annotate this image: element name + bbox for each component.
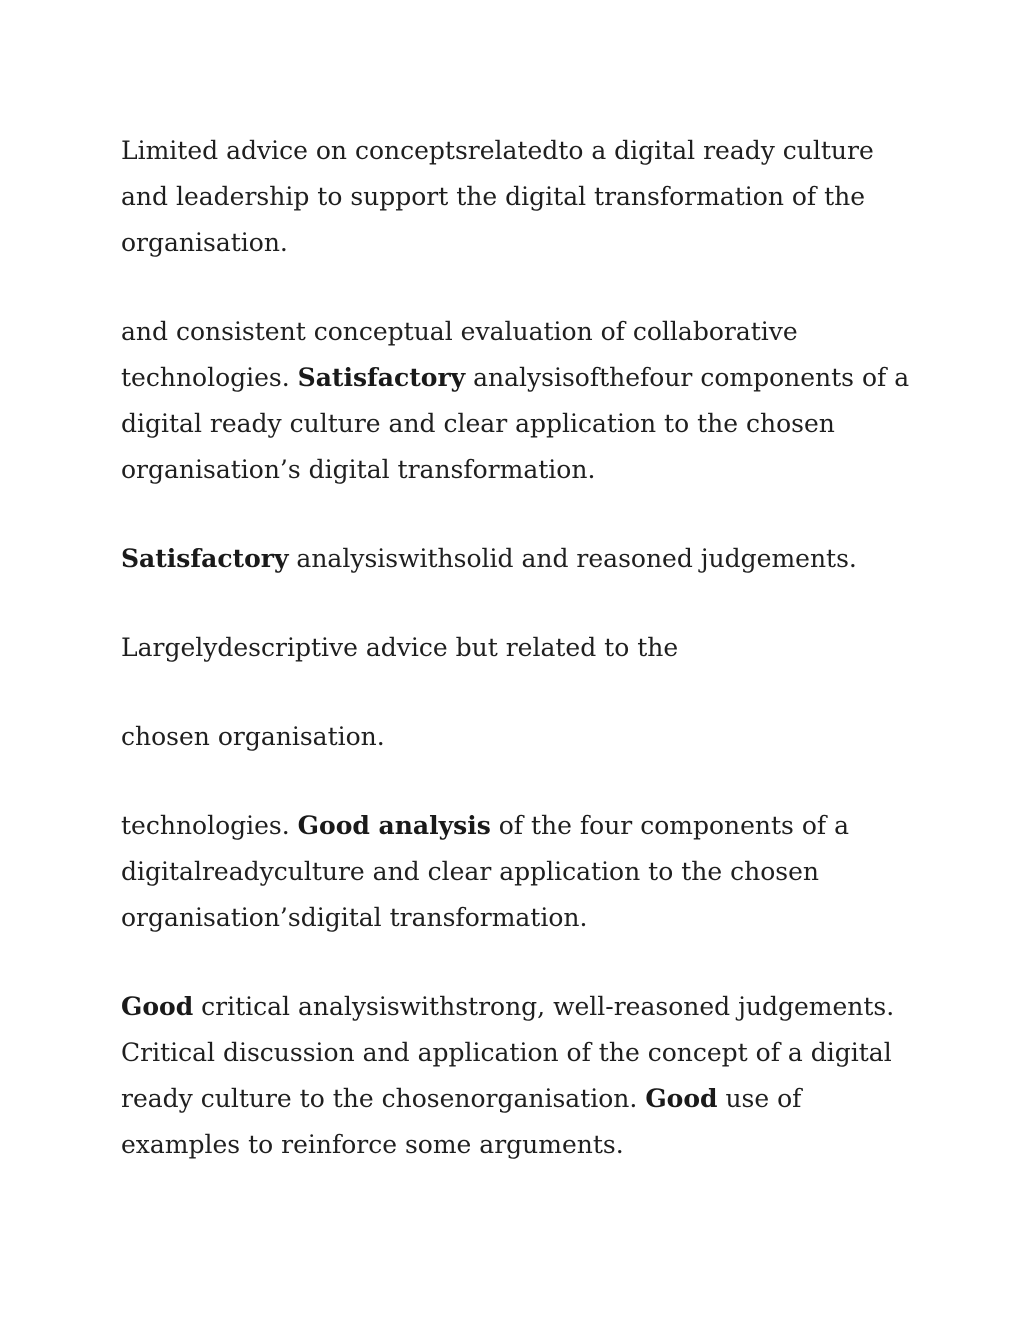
paragraph [121, 309, 921, 493]
text-line [121, 857, 819, 886]
bold-text-run: Good [645, 1084, 718, 1113]
text-run: examples to reinforce some arguments. [121, 1130, 624, 1159]
text-line [121, 409, 835, 438]
text-line [121, 317, 798, 346]
paragraph [121, 714, 921, 760]
text-line [121, 228, 288, 257]
text-run: digital ready culture and clear application to the chosen [121, 409, 835, 438]
paragraph [121, 984, 921, 1168]
text-run: Limited advice on conceptsrelatedto a digital ready culture [121, 136, 874, 165]
text-run: critical analysiswithstrong, well-reasoned judgements. [193, 992, 895, 1021]
paragraph [121, 803, 921, 941]
text-run: analysisofthefour components of a [465, 363, 910, 392]
text-run: technologies. [121, 363, 298, 392]
text-run: Critical discussion and application of the concept of a digital [121, 1038, 892, 1067]
bold-text-run: Good analysis [297, 811, 491, 840]
bold-text-run: Satisfactory [121, 544, 289, 573]
text-line [121, 136, 874, 165]
text-run: organisation’sdigital transformation. [121, 903, 588, 932]
bold-text-run: Satisfactory [297, 363, 466, 392]
text-line [121, 455, 595, 484]
text-run: organisation. [121, 228, 288, 257]
text-run: analysiswithsolid and reasoned judgements. [288, 544, 857, 573]
document-body [121, 128, 921, 1211]
text-line [121, 992, 894, 1021]
text-line [121, 363, 909, 392]
text-line [121, 633, 678, 662]
text-run: and consistent conceptual evaluation of collaborative [121, 317, 798, 346]
text-line [121, 544, 857, 573]
text-run: of the four components of a [490, 811, 849, 840]
text-line [121, 1038, 892, 1067]
paragraph [121, 625, 921, 671]
bold-text-run: Good [121, 992, 194, 1021]
text-run: digitalreadyculture and clear application to the chosen [121, 857, 819, 886]
text-run: and leadership to support the digital transformation of the [121, 182, 866, 211]
text-line [121, 811, 849, 840]
text-run: ready culture to the chosenorganisation. [121, 1084, 646, 1113]
text-line [121, 903, 587, 932]
paragraph [121, 128, 921, 266]
text-line [121, 1130, 624, 1159]
text-run: chosen organisation. [121, 722, 385, 751]
text-run: organisation’s digital transformation. [121, 455, 596, 484]
text-run: use of [717, 1084, 802, 1113]
text-line [121, 1084, 801, 1113]
text-run: Largelydescriptive advice but related to the [121, 633, 679, 662]
text-line [121, 182, 865, 211]
text-line [121, 722, 385, 751]
text-run: technologies. [121, 811, 298, 840]
paragraph [121, 536, 921, 582]
